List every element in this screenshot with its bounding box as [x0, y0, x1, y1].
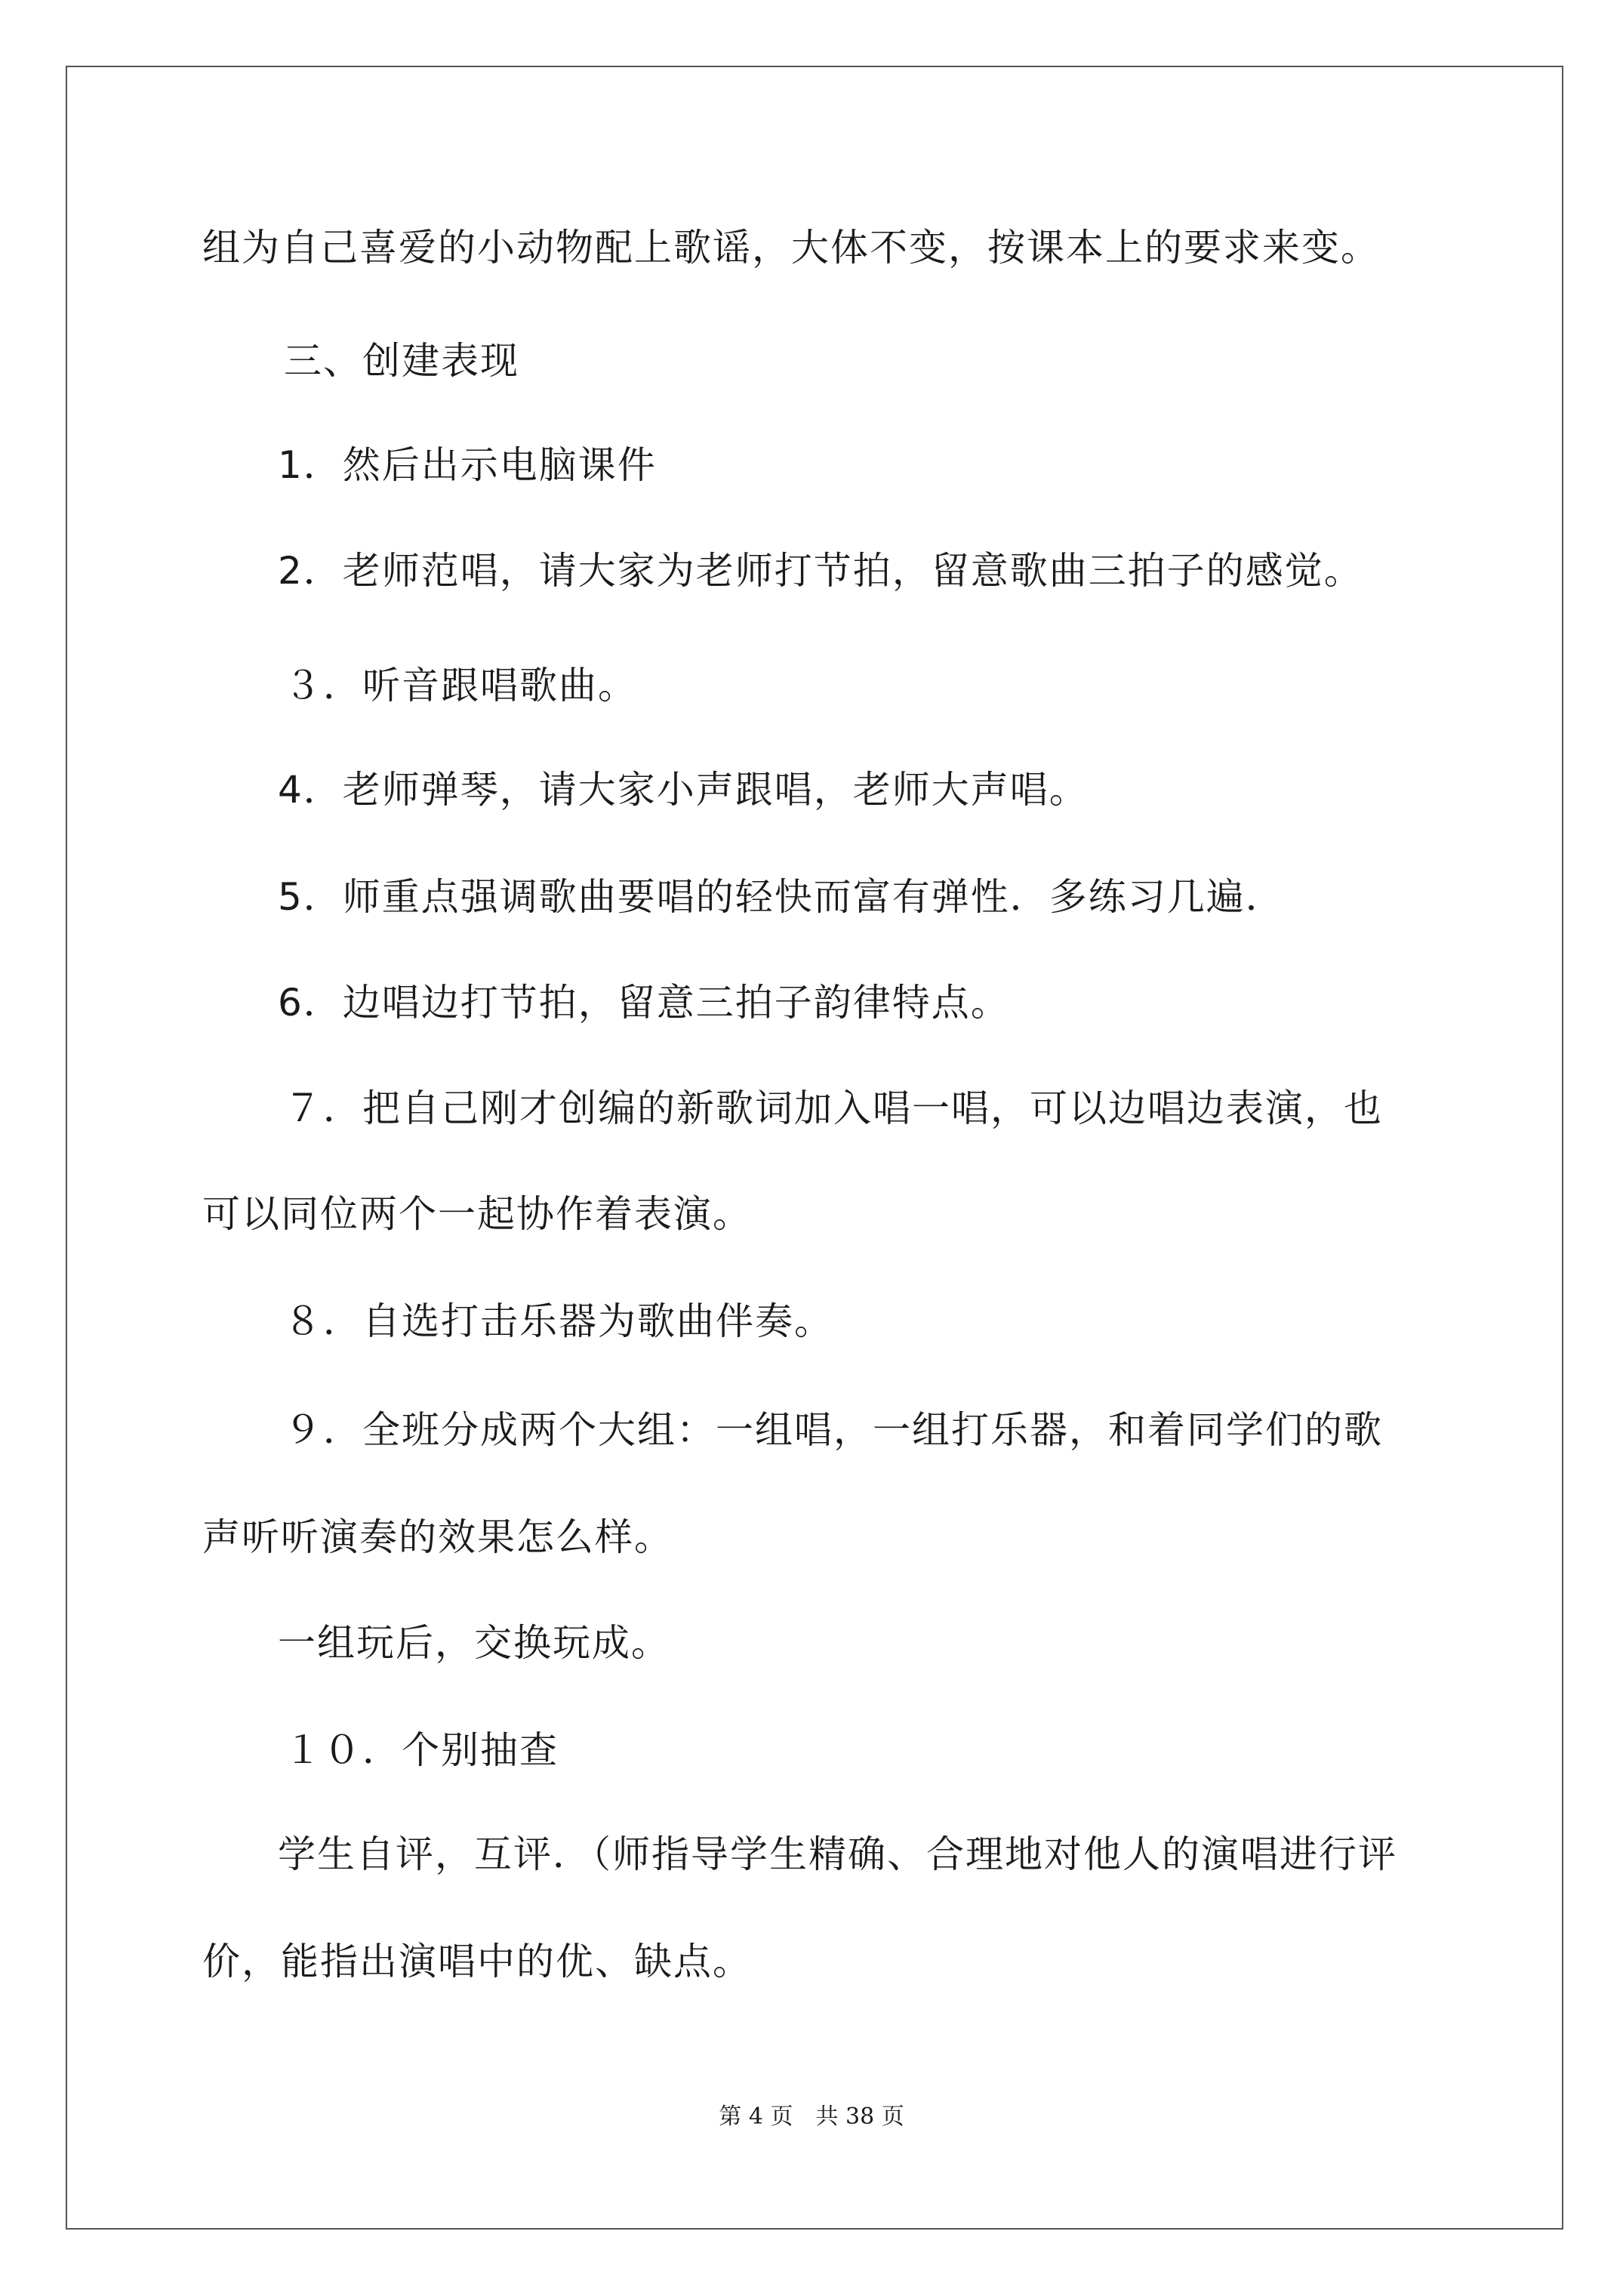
text-line: 声听听演奏的效果怎么样。	[202, 1515, 673, 1559]
list-item: 4．老师弹琴，请大家小声跟唱，老师大声唱。	[278, 768, 1089, 812]
list-item: 1．然后出示电脑课件	[278, 443, 657, 487]
text-line: 组为自己喜爱的小动物配上歌谣，大体不变，按课本上的要求来变。	[202, 226, 1380, 270]
list-item: ８．自选打击乐器为歌曲伴奏。	[284, 1299, 833, 1343]
list-item: 6．边唱边打节拍，留意三拍子韵律特点。	[278, 981, 1010, 1025]
list-item: ７．把自己刚才创编的新歌词加入唱一唱，可以边唱边表演，也	[284, 1086, 1383, 1130]
list-item: ９．全班分成两个大组：一组唱，一组打乐器，和着同学们的歌	[284, 1408, 1383, 1452]
list-item: 5．师重点强调歌曲要唱的轻快而富有弹性．多练习几遍．	[278, 875, 1285, 919]
list-item: １０．个别抽查	[284, 1728, 559, 1772]
page-number-footer: 第 4 页 共 38 页	[719, 2103, 904, 2130]
list-item: 2．老师范唱，请大家为老师打节拍，留意歌曲三拍子的感觉。	[278, 549, 1363, 593]
text-line: 学生自评，互评．（师指导学生精确、合理地对他人的演唱进行评	[278, 1832, 1397, 1876]
list-item: ３．听音跟唱歌曲。	[284, 664, 637, 707]
section-heading: 三、创建表现	[284, 339, 519, 383]
text-line: 一组玩后，交换玩成。	[278, 1621, 670, 1665]
page-border	[66, 66, 1563, 2230]
text-line: 可以同位两个一起协作着表演。	[202, 1192, 752, 1236]
text-line: 价，能指出演唱中的优、缺点。	[202, 1940, 752, 1983]
